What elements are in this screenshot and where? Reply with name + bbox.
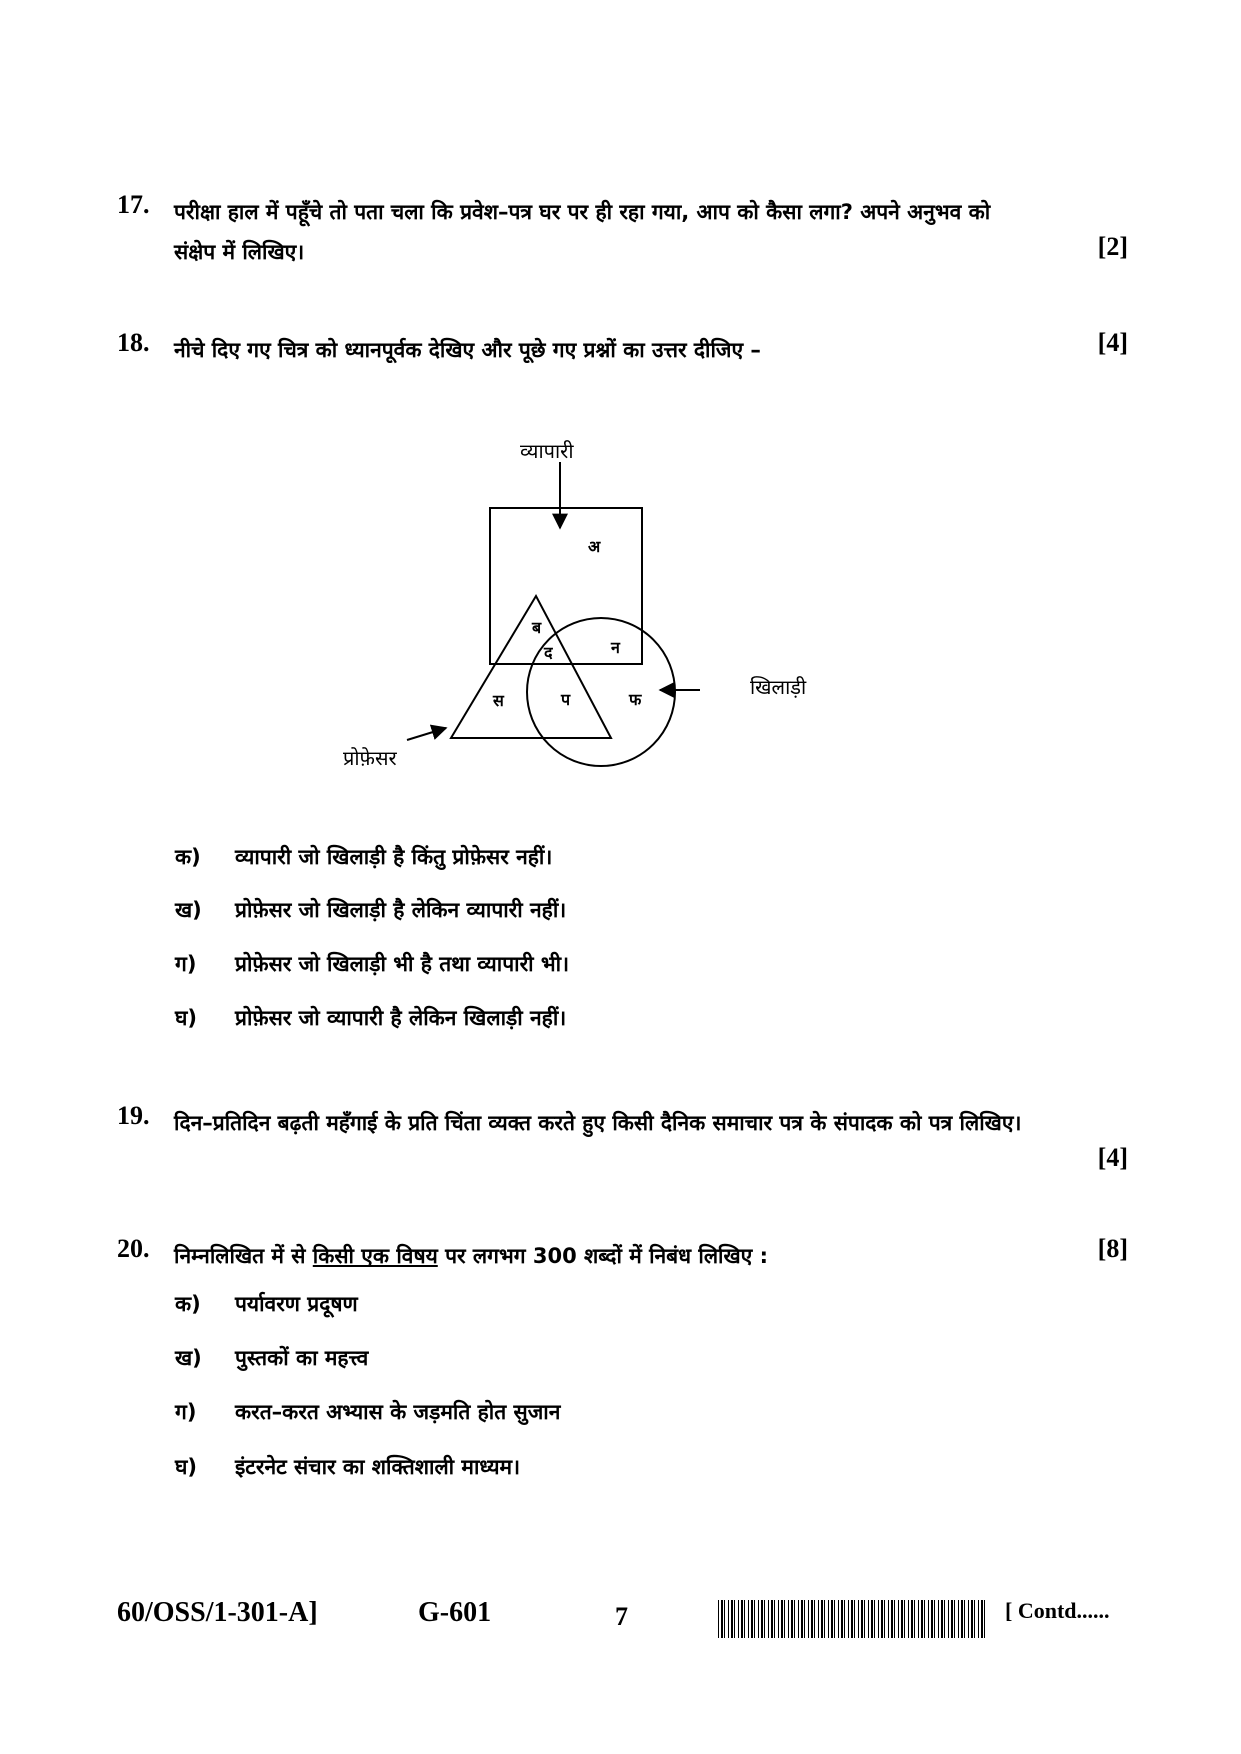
professor-arrow [407, 728, 446, 740]
region-a: अ [588, 537, 601, 556]
series-code: G-601 [418, 1597, 492, 1628]
question-number: 20. [117, 1234, 150, 1263]
marks: [2] [1097, 232, 1128, 261]
question-text: नीचे दिए गए चित्र को ध्यानपूर्वक देखिए और पूछे गए प्रश्नों का उत्तर दीजिए – [174, 338, 761, 362]
question-number: 17. [117, 190, 150, 219]
q20-option: क) पर्यावरण प्रदूषण [175, 1292, 358, 1316]
region-n: न [611, 638, 620, 657]
q18-option: घ) प्रोफ़ेसर जो व्यापारी है लेकिन खिलाड़ी नहीं। [175, 1006, 567, 1030]
q18-option: ख) प्रोफ़ेसर जो खिलाड़ी है लेकिन व्यापारी नहीं। [175, 898, 567, 922]
question-number: 18. [117, 328, 150, 357]
venn-diagram [0, 0, 1241, 800]
label-merchant: व्यापारी [520, 439, 574, 463]
question-text: निम्नलिखित में से किसी एक विषय पर लगभग 300 शब्दों में निबंध लिखिए : [174, 1244, 768, 1268]
region-s: स [493, 691, 504, 710]
barcode [718, 1600, 988, 1638]
question-text: परीक्षा हाल में पहूँचे तो पता चला कि प्रवेश–पत्र घर पर ही रहा गया, आप को कैसा लगा? अपने अनुभव को संक्षेप में लिखिए। [174, 200, 991, 264]
region-d: द [544, 643, 553, 662]
page-number: 7 [615, 1602, 628, 1631]
question-number: 19. [117, 1101, 150, 1130]
q20-option: ख) पुस्तकों का महत्त्व [175, 1346, 369, 1370]
q20-option: ग) करत–करत अभ्यास के जड़मति होत सुजान [175, 1400, 561, 1424]
question-text: दिन–प्रतिदिन बढ़ती महँगाई के प्रति चिंता व्यक्त करते हुए किसी दैनिक समाचार पत्र के संपादक को पत्र लिखिए। [174, 1111, 1022, 1135]
continued-note: [ Contd...... [1005, 1598, 1110, 1623]
region-b: ब [532, 618, 542, 637]
q18-option: क) व्यापारी जो खिलाड़ी है किंतु प्रोफ़ेसर नहीं। [175, 845, 553, 869]
player-circle [527, 618, 675, 766]
q18-option: ग) प्रोफ़ेसर जो खिलाड़ी भी है तथा व्यापारी भी। [175, 952, 570, 976]
marks: [8] [1097, 1234, 1128, 1263]
region-ph: फ [629, 690, 642, 709]
label-professor: प्रोफ़ेसर [343, 746, 397, 770]
label-player: खिलाड़ी [750, 675, 807, 699]
marks: [4] [1097, 1143, 1128, 1172]
question-20 [117, 1234, 1128, 1274]
question-19 [117, 1101, 1128, 1181]
paper-code: 60/OSS/1-301-A] [117, 1597, 318, 1628]
q20-option: घ) इंटरनेट संचार का शक्तिशाली माध्यम। [175, 1455, 521, 1479]
marks: [4] [1097, 328, 1128, 357]
region-p: प [561, 690, 571, 709]
